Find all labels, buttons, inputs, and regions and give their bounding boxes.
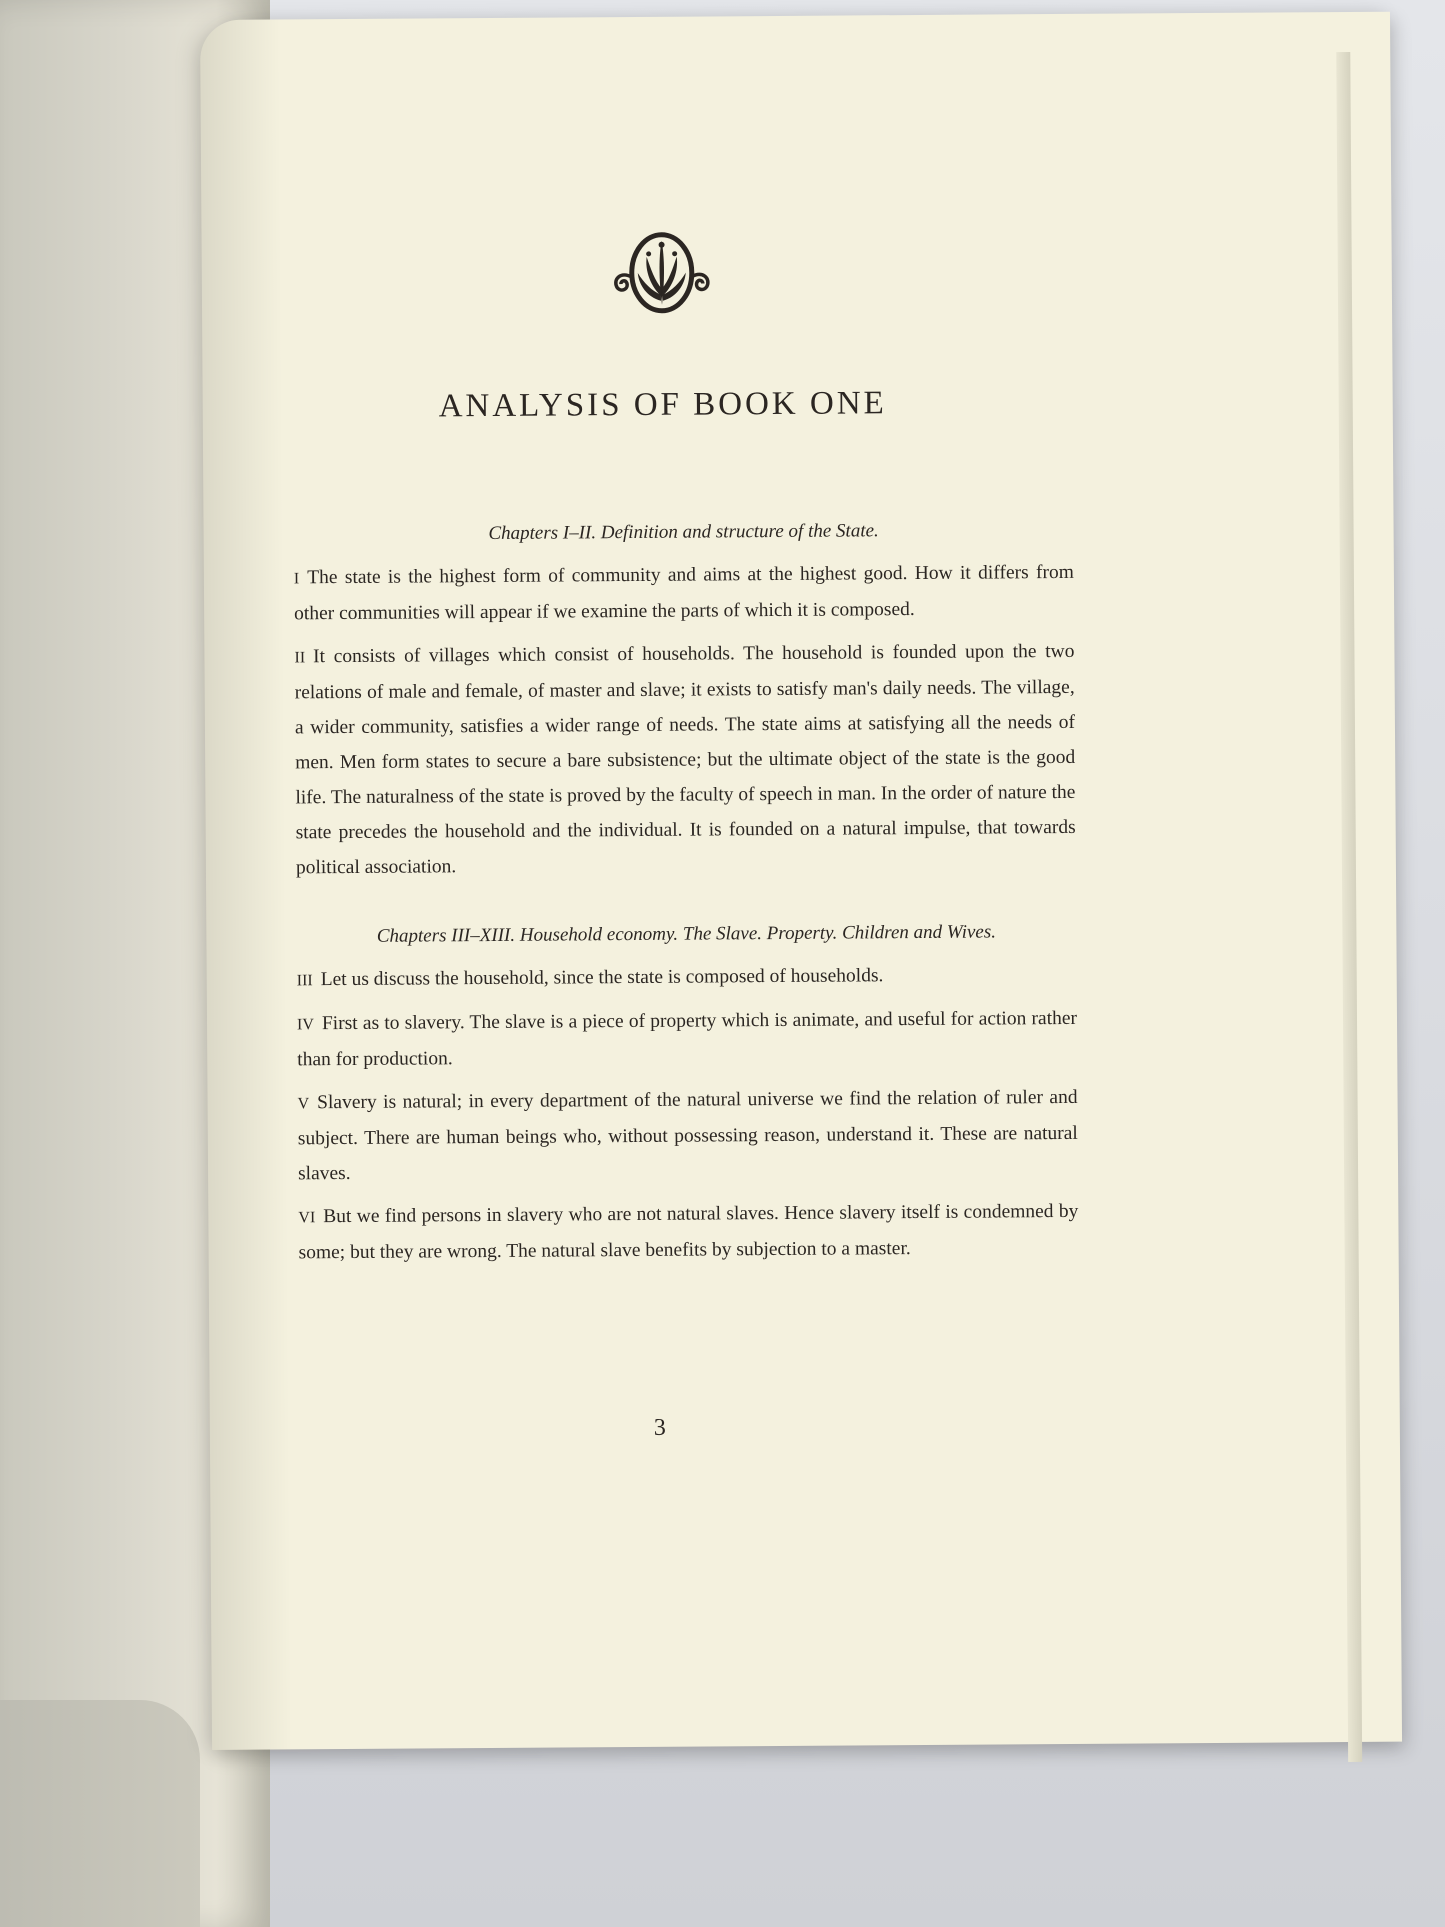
- page-title: ANALYSIS OF BOOK ONE: [438, 385, 887, 425]
- section-heading: Chapters I–II. Definition and structure of the State.: [488, 520, 879, 544]
- paragraph: [298, 1194, 1078, 1270]
- chapter-numeral: III: [296, 972, 313, 990]
- chapter-numeral: I: [293, 570, 300, 588]
- page-number: 3: [653, 1414, 666, 1441]
- paragraph-text: Let us discuss the household, since the state is composed of households.: [320, 965, 884, 991]
- chapter-numeral: V: [297, 1095, 310, 1113]
- paragraph: [294, 634, 1076, 885]
- analysis-body: [293, 512, 1078, 1278]
- paragraph-text: But we find persons in slavery who are not natural slaves. Hence slavery itself is condemned by some; but they are wrong. The natural slave benefits by subjection to a master.: [298, 1200, 1079, 1264]
- paragraph: [297, 957, 1077, 998]
- palmette-ornament-icon: [606, 226, 717, 317]
- book-page: [200, 12, 1402, 1750]
- paragraph-text: The state is the highest form of community and aims at the highest good. How it differs from other communities will appear if we examine the parts of which it is composed.: [294, 561, 1074, 625]
- chapter-numeral: IV: [296, 1016, 314, 1034]
- paragraph: [294, 555, 1074, 631]
- paragraph-text: It consists of villages which consist of households. The household is founded upon the two relations of male and female, of master and slave; it exists to satisfy man's daily needs. The village, a wider community, satisfies a wider range of needs. The state aims at satisfying all the needs of men. Men form states to secure a bare subsistence; but the ultimate object of the state is the good life. The naturalness of the state is proved by the faculty of speech in man. In the order of nature the state precedes the household and the individual. It is founded on a natural impulse, that towards political association.: [294, 640, 1076, 879]
- chapter-numeral: II: [294, 649, 306, 667]
- paragraph-text: First as to slavery. The slave is a piece of property which is animate, and useful for action rather than for production.: [297, 1007, 1078, 1071]
- chapter-numeral: VI: [298, 1209, 316, 1227]
- left-page-curl: [0, 1700, 200, 1927]
- paragraph-text: Slavery is natural; in every department of the natural universe we find the relation of ruler and subject. There are human beings who, without possessing reason, understand it. These are natural slaves.: [297, 1086, 1078, 1185]
- paragraph: [297, 1001, 1077, 1077]
- section-heading: Chapters III–XIII. Household economy. The Slave. Property. Children and Wives.: [376, 921, 997, 947]
- paragraph: [297, 1080, 1078, 1191]
- page-stack-edge: [1336, 52, 1362, 1762]
